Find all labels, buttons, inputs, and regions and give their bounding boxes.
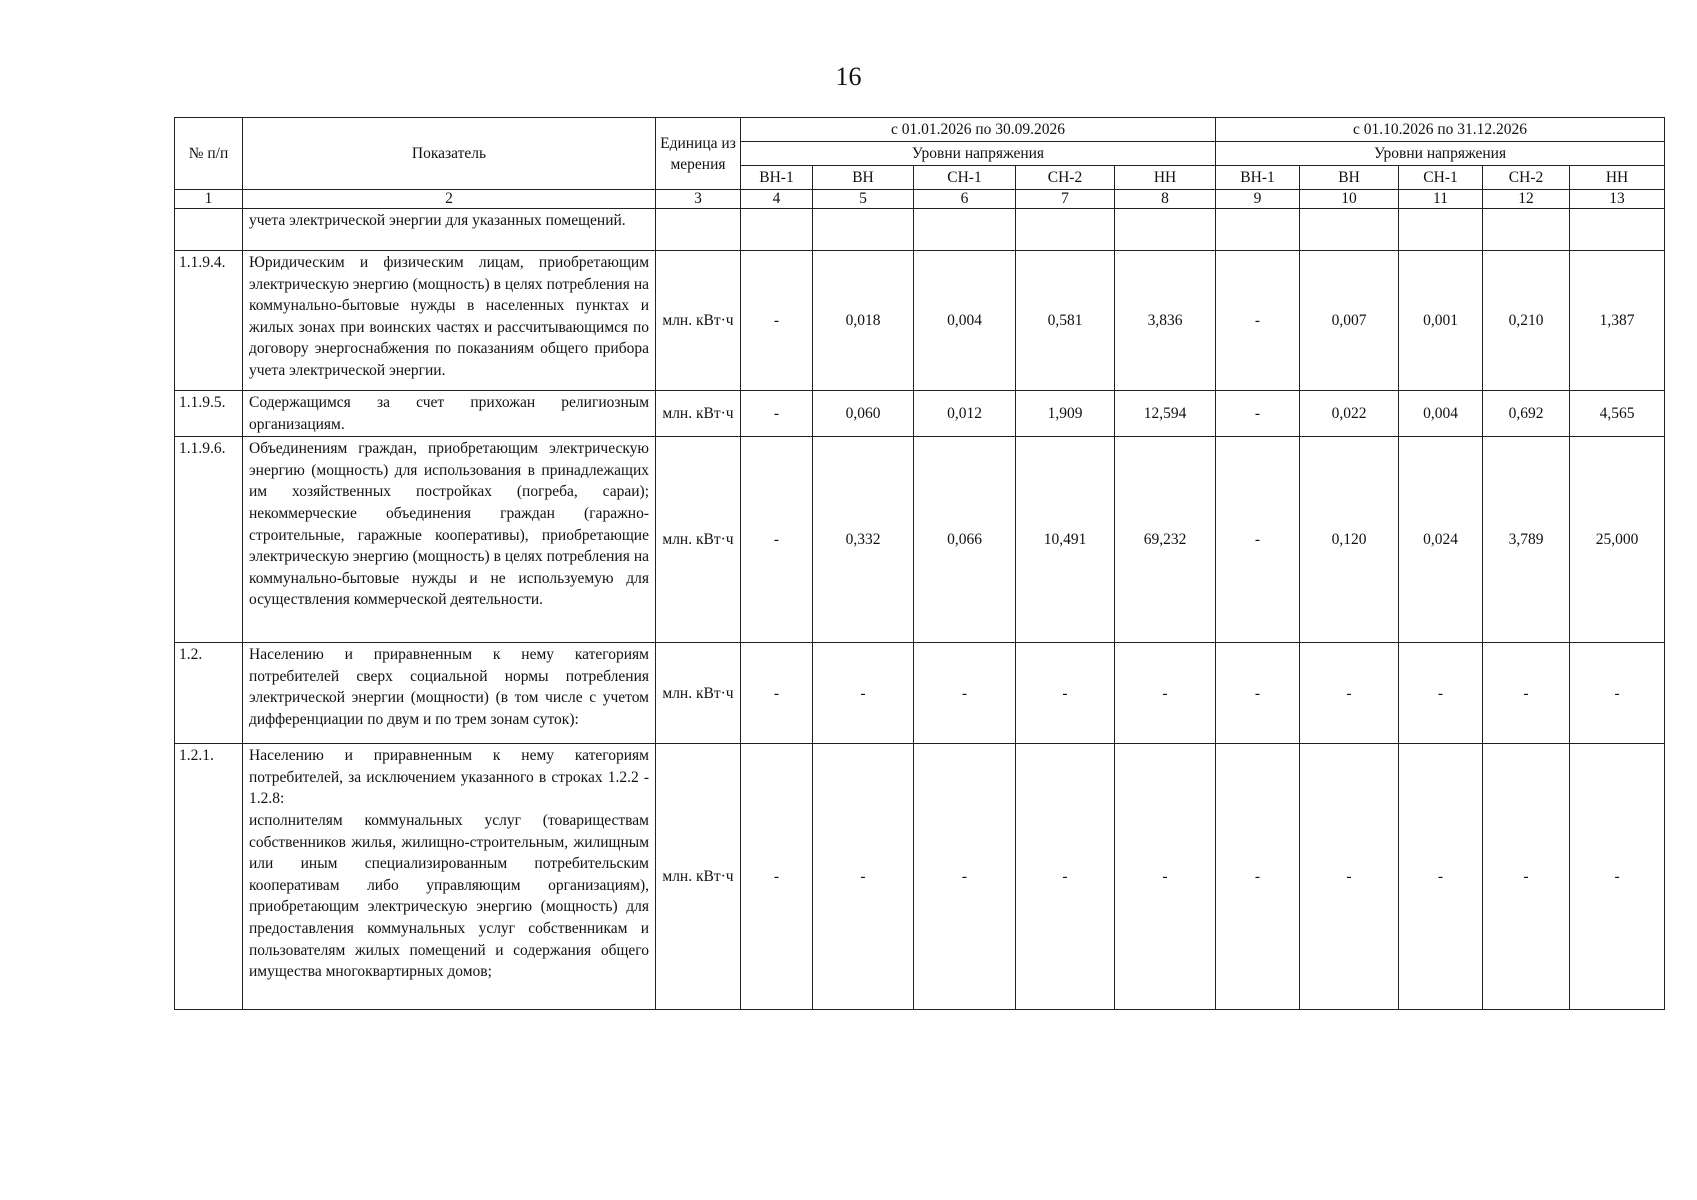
header-level-p2-5: НН [1570,166,1665,190]
header-level-p1-1: ВН-1 [741,166,813,190]
value-cell: - [1399,744,1483,1010]
header-period-2: с 01.10.2026 по 31.12.2026 [1216,118,1665,142]
header-level-p1-5: НН [1115,166,1216,190]
column-index: 9 [1216,190,1300,209]
value-cell: - [813,744,914,1010]
header-period-1: с 01.01.2026 по 30.09.2026 [741,118,1216,142]
value-cell: - [1399,643,1483,744]
value-cell: 0,007 [1300,251,1399,391]
row-indicator-line: Населению и приравненным к нему категориям потребителей, за исключением указанного в строках 1.2.2 - 1.2.8: [249,747,649,808]
value-cell: 0,001 [1399,251,1483,391]
header-level-p2-3: СН-1 [1399,166,1483,190]
value-cell [741,209,813,251]
column-index: 11 [1399,190,1483,209]
value-cell: 0,060 [813,391,914,437]
row-indicator-text: Юридическим и физическим лицам, приобретающим электрическую энергию (мощность) в целях потребления на коммунально-бытовые нужды в населенных пунктах и жилых зонах при воинских частях и рассчитывающимся по договору энергоснабжения по показаниям общего прибора учета электрической энергии. [243,251,656,391]
table-row [175,744,1665,1010]
value-cell: 0,024 [1399,437,1483,643]
value-cell: - [1570,643,1665,744]
value-cell [1016,209,1115,251]
value-cell: - [914,643,1016,744]
row-number: 1.1.9.6. [175,437,243,643]
row-number [175,209,243,251]
value-cell: 0,332 [813,437,914,643]
header-level-p1-3: СН-1 [914,166,1016,190]
value-cell: 4,565 [1570,391,1665,437]
row-unit: млн. кВт·ч [656,391,741,437]
header-level-p2-1: ВН-1 [1216,166,1300,190]
header-level-p1-2: ВН [813,166,914,190]
header-levels-2: Уровни напряжения [1216,142,1665,166]
value-cell: 0,210 [1483,251,1570,391]
row-number: 1.2.1. [175,744,243,1010]
value-cell: - [1300,744,1399,1010]
value-cell: 0,120 [1300,437,1399,643]
value-cell: 1,387 [1570,251,1665,391]
row-indicator-text: Населению и приравненным к нему категориям потребителей сверх социальной нормы потребления электрической энергии (мощности) (в том числе с учетом дифференциации по двум и по трем зонам суток): [243,643,656,744]
row-indicator-line: исполнителям коммунальных услуг (товариществам собственников жилья, жилищно-строительным, жилищным или иным специализированным потребительским кооперативам либо управляющим организациям), приобретающим электрическую энергию (мощность) для предоставления коммунальных услуг собственникам и пользователям жилых помещений и содержания общего имущества многоквартирных домов; [249,811,649,981]
value-cell: 0,581 [1016,251,1115,391]
column-index: 1 [175,190,243,209]
value-cell [1216,209,1300,251]
value-cell [914,209,1016,251]
column-index: 10 [1300,190,1399,209]
value-cell: 0,004 [914,251,1016,391]
value-cell: - [741,437,813,643]
value-cell: - [1115,744,1216,1010]
column-index: 3 [656,190,741,209]
value-cell: - [1483,643,1570,744]
column-index: 8 [1115,190,1216,209]
column-index: 12 [1483,190,1570,209]
value-cell: - [741,744,813,1010]
value-cell: - [914,744,1016,1010]
value-cell: - [1216,643,1300,744]
value-cell: - [741,391,813,437]
row-indicator-text: учета электрической энергии для указанных помещений. [243,209,656,251]
row-number: 1.1.9.5. [175,391,243,437]
row-number: 1.2. [175,643,243,744]
value-cell: - [1115,643,1216,744]
value-cell: - [1016,744,1115,1010]
value-cell: - [741,643,813,744]
value-cell: 69,232 [1115,437,1216,643]
table-row [175,251,1665,391]
value-cell [1399,209,1483,251]
table-row [175,391,1665,437]
value-cell: 1,909 [1016,391,1115,437]
value-cell: 3,836 [1115,251,1216,391]
row-indicator-text: Объединениям граждан, приобретающим электрическую энергию (мощность) для использования в принадлежащих им хозяйственных постройках (погреба, сараи); некоммерческие объединения граждан (гаражно-строительные, гаражные кооперативы), приобретающие электрическую энергию (мощность) в целях потребления на коммунально-бытовые нужды и не используемую для осуществления коммерческой деятельности. [243,437,656,643]
value-cell: 12,594 [1115,391,1216,437]
value-cell: 0,066 [914,437,1016,643]
value-cell: - [813,643,914,744]
header-levels-1: Уровни напряжения [741,142,1216,166]
value-cell: 0,022 [1300,391,1399,437]
value-cell: - [1483,744,1570,1010]
column-index: 6 [914,190,1016,209]
header-unit: Единица измерения [656,118,741,190]
value-cell: 0,692 [1483,391,1570,437]
column-index: 4 [741,190,813,209]
value-cell: - [1016,643,1115,744]
value-cell: 0,004 [1399,391,1483,437]
row-unit: млн. кВт·ч [656,744,741,1010]
value-cell [1115,209,1216,251]
value-cell: 3,789 [1483,437,1570,643]
page-number: 16 [835,62,862,91]
value-cell: 10,491 [1016,437,1115,643]
value-cell: 0,018 [813,251,914,391]
consumption-table [174,117,1665,1010]
row-indicator-text [243,744,656,1010]
header-level-p2-4: СН-2 [1483,166,1570,190]
value-cell [1570,209,1665,251]
header-indicator: Показатель [243,118,656,190]
column-index: 7 [1016,190,1115,209]
value-cell: - [1300,643,1399,744]
header-num: № п/п [175,118,243,190]
value-cell: - [741,251,813,391]
column-index: 2 [243,190,656,209]
row-unit: млн. кВт·ч [656,251,741,391]
value-cell: - [1216,391,1300,437]
value-cell [813,209,914,251]
header-level-p2-2: ВН [1300,166,1399,190]
value-cell: - [1216,437,1300,643]
value-cell: - [1216,744,1300,1010]
table-row [175,437,1665,643]
value-cell: - [1216,251,1300,391]
value-cell: 25,000 [1570,437,1665,643]
row-number: 1.1.9.4. [175,251,243,391]
value-cell [1300,209,1399,251]
value-cell: - [1570,744,1665,1010]
column-index: 13 [1570,190,1665,209]
header-level-p1-4: СН-2 [1016,166,1115,190]
row-unit [656,209,741,251]
value-cell [1483,209,1570,251]
row-unit: млн. кВт·ч [656,437,741,643]
value-cell: 0,012 [914,391,1016,437]
row-indicator-text: Содержащимся за счет прихожан религиозным организациям. [243,391,656,437]
column-index: 5 [813,190,914,209]
row-unit: млн. кВт·ч [656,643,741,744]
table-row [175,643,1665,744]
table-row [175,209,1665,251]
